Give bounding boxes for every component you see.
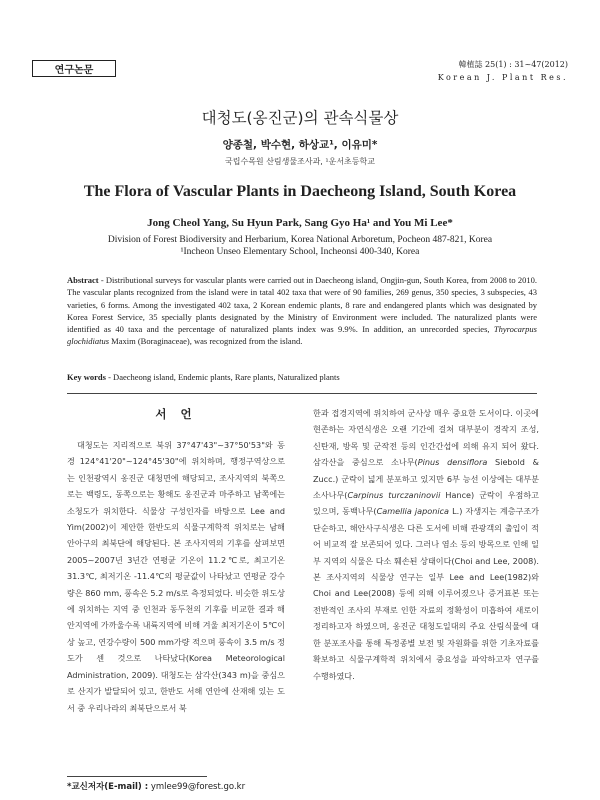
korean-title: 대청도(옹진군)의 관속식물상 bbox=[201, 109, 399, 127]
right-text-1: 한과 접경지역에 위치하여 군사상 매우 중요한 도서이다. 이곳에 현존하는 자연식생은 오랜 기간에 걸쳐 대부분이 경작지 조성, 신탄재, 방목 및 군작전 등의 인간간섭에 의해 유지 되어 왔다. 삼각산을 중심으로 소나무( bbox=[313, 408, 539, 468]
abstract-label: Abstract bbox=[67, 275, 99, 285]
english-title: The Flora of Vascular Plants in Daecheong Island, South Korea bbox=[83, 183, 517, 200]
footnote-email: ymlee99@forest.go.kr bbox=[148, 782, 246, 792]
english-affiliation bbox=[0, 234, 600, 258]
right-column-text bbox=[313, 405, 539, 684]
journal-citation: 韓植誌 25(1) : 31~47(2012) bbox=[458, 60, 568, 69]
article-type-badge bbox=[32, 60, 116, 77]
journal-info bbox=[398, 58, 568, 84]
right-text-4: L.) 자생지는 계층구조가 단순하고, 해안사구식생은 다른 도서에 비해 관광객의 출입이 적어 비교적 잘 보존되어 있다. 그러나 염소 등의 방목으로 인해 일부 지역의 식물은 다소 훼손된 상태이다(Choi and Lee, 2008). 본 조사지역의 식물상 연구는 일부 Lee and Lee(1982)와 Choi and Lee(2008) 등에 의해 이루어졌으나 증거표본 또는 전반적인 조사의 부재로 인한 자료의 정확성이 미흡하여 새로이 정리하고자 하였으며, 옹진군 대청도일대의 주요 산림식물에 대한 분포조사를 통해 특정종별 보전 및 자원화를 위한 기초자료를 확보하고 식물구계학적 위치에서 중요성을 파악하고자 연구를 수행하였다. bbox=[313, 506, 539, 681]
species-carpinus: Carpinus turczaninovii bbox=[347, 490, 441, 501]
abstract-text-1: - Distributional surveys for vascular plants were carried out in Daecheong island, Ongjin-gun, South Korea, from 2008 to 2010. The vascular plants recognized from the island were in tatal 402 taxa that were of 90 families, 269 genus, 350 species, 3 subspecies, 43 varieties, 6 forms. Among the investigated 402 taxa, 2 Korean endemic plants, 8 rare and endangered plants which was designated by Korea Forest Service, 35 specially plants designated by the Ministry of Environment were included. The naturalized plants were identified as 40 taxa and the percentage of naturalized plants index was 9.9%. In addition, an unrecorded species, bbox=[67, 275, 537, 335]
species-pinus: Pinus densiflora bbox=[417, 457, 488, 468]
section-heading: 서 언 bbox=[155, 407, 197, 421]
keywords bbox=[67, 372, 537, 382]
affiliation-line-1: Division of Forest Biodiversity and Herbarium, Korea National Arboretum, Pocheon 487-821, Korea bbox=[107, 235, 493, 245]
keywords-label: Key words bbox=[67, 372, 106, 382]
species-camellia: Camellia japonica bbox=[376, 506, 449, 517]
abstract-species: Thyrocarpus glochidiatus bbox=[67, 324, 537, 347]
keywords-text: - Daecheong island, Endemic plants, Rare plants, Naturalized plants bbox=[105, 372, 340, 382]
footnote-label: *교신저자(E-mail) : bbox=[67, 782, 149, 792]
journal-name: Korean J. Plant Res. bbox=[437, 73, 568, 82]
article-type-label: 연구논문 bbox=[54, 65, 94, 76]
abstract bbox=[67, 274, 537, 348]
corresponding-author-footnote bbox=[67, 780, 245, 792]
right-text-3: Hance) 군락이 우점하고 있으며, 동백나무( bbox=[313, 490, 539, 517]
right-text-2: Siebold & Zucc.) 군락이 넓게 분포하고 있지만 6부 능선 이상에는 대부분 소사나무( bbox=[313, 457, 539, 501]
korean-affiliation: 국립수목원 산림생물조사과, ¹운서초등학교 bbox=[225, 157, 375, 166]
left-column-text: 대청도는 지리적으로 북위 37°47'43"~37°50'53"와 동경 124°41'20"~124°45'30"에 위치하며, 행정구역상으로는 인천광역시 옹진군 대청면에 해당되고, 조사지역의 북쪽으로는 백령도, 동쪽으로는 황해도 옹진군과 마주하고 남쪽에는 소청도가 위치한다. 식물상 구성인자를 바탕으로 Lee and Yim(2002)이 제안한 한반도의 식물구계학적 위치로는 남해안아구의 최북단에 해당된다. 본 조사지역의 기후를 살펴보면 2005~2007년 3년간 연평균 기온이 11.2℃로, 최고기온 31.3℃, 최저기온 -11.4℃의 평균값이 나타났고 연평균 강수량은 860 mm, 풍속은 5.2 m/s로 측정되었다. 비슷한 위도상에 위치하는 지역 중 인천과 동두천의 기후를 비교한 결과 해안지역에 가까울수록 내륙지역에 비해 겨울 최저기온이 5℃이상 높고, 연강수량이 500 mm가량 적으며 풍속이 3.5 m/s 정도가 센 것으로 나타났다(Korea Meteorological Administration, 2009). 대청도는 삼각산(343 m)을 중심으로 산지가 발달되어 있고, 한반도 서해 연안에 산재해 있는 도서 중 우리나라의 최북단으로서 북 bbox=[67, 440, 285, 713]
abstract-text-2: Maxim (Boraginaceae), was recognized from the island. bbox=[109, 336, 303, 347]
section-divider bbox=[67, 393, 537, 394]
korean-authors: 양종철, 박수현, 하상교¹, 이유미* bbox=[222, 139, 378, 151]
footnote-divider bbox=[67, 776, 207, 777]
english-authors: Jong Cheol Yang, Su Hyun Park, Sang Gyo Ha¹ and You Mi Lee* bbox=[147, 217, 453, 229]
affiliation-line-2: ¹Incheon Unseo Elementary School, Incheonsi 400-340, Korea bbox=[180, 247, 420, 257]
